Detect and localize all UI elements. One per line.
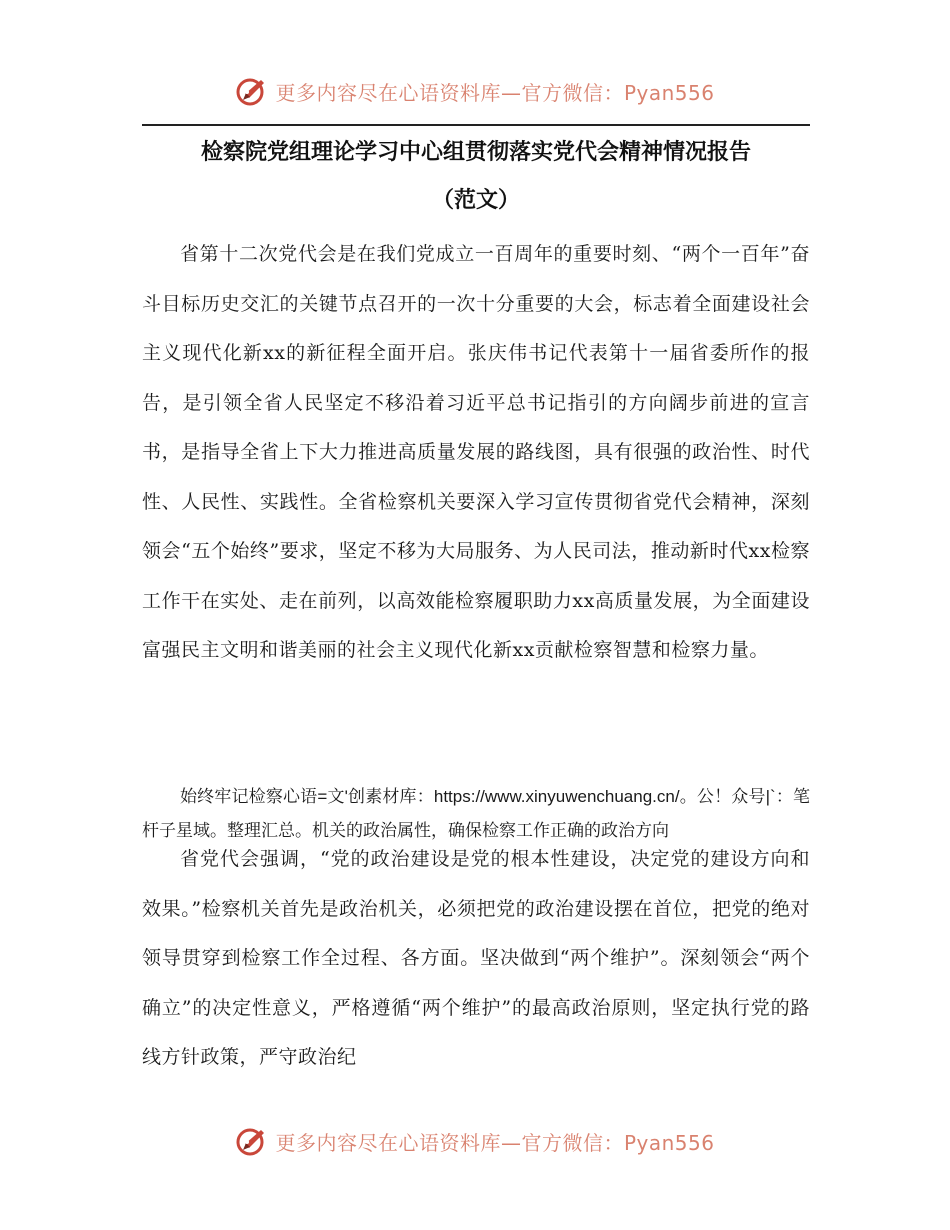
body-paragraph: 始终牢记检察心语=文'创素材库：https://www.xinyuwenchuang.cn/。公！众号|`：笔杆子星域。整理汇总。机关的政治属性，确保检察工作正确的政治方向 [142, 787, 810, 840]
header-banner [0, 71, 950, 111]
footer-banner [0, 1121, 950, 1161]
document-subtitle: （范文） [431, 187, 520, 213]
document-title: 检察院党组理论学习中心组贯彻落实党代会精神情况报告 [200, 139, 751, 165]
banner-text: 更多内容尽在心语资料库—官方微信：Pyan556 [275, 80, 715, 105]
banner-text: 更多内容尽在心语资料库—官方微信：Pyan556 [275, 1130, 715, 1155]
pen-nib-logo-icon [235, 74, 269, 108]
body-paragraph: 省党代会强调，“党的政治建设是党的根本性建设，决定党的建设方向和效果。”检察机关首先是政治机关，必须把党的政治建设摆在首位，把党的绝对领导贯穿到检察工作全过程、各方面。坚决做到“两个维护”。深刻领会“两个确立”的决定性意义，严格遵循“两个维护”的最高政治原则，坚定执行党的路线方针政策，严守政治纪 [142, 848, 810, 1068]
body-paragraph: 省第十二次党代会是在我们党成立一百周年的重要时刻、“两个一百年”奋斗目标历史交汇的关键节点召开的一次十分重要的大会，标志着全面建设社会主义现代化新xx的新征程全面开启。张庆伟书记代表第十一届省委所作的报告，是引领全省人民坚定不移沿着习近平总书记指引的方向阔步前进的宣言书，是指导全省上下大力推进高质量发展的路线图，具有很强的政治性、时代性、人民性、实践性。全省检察机关要深入学习宣传贯彻省党代会精神，深刻领会“五个始终”要求，坚定不移为大局服务、为人民司法，推动新时代xx检察工作干在实处、走在前列，以高效能检察履职助力xx高质量发展，为全面建设富强民主文明和谐美丽的社会主义现代化新xx贡献检察智慧和检察力量。 [142, 243, 810, 661]
pen-nib-logo-icon [235, 1124, 269, 1158]
header-divider [142, 124, 810, 126]
